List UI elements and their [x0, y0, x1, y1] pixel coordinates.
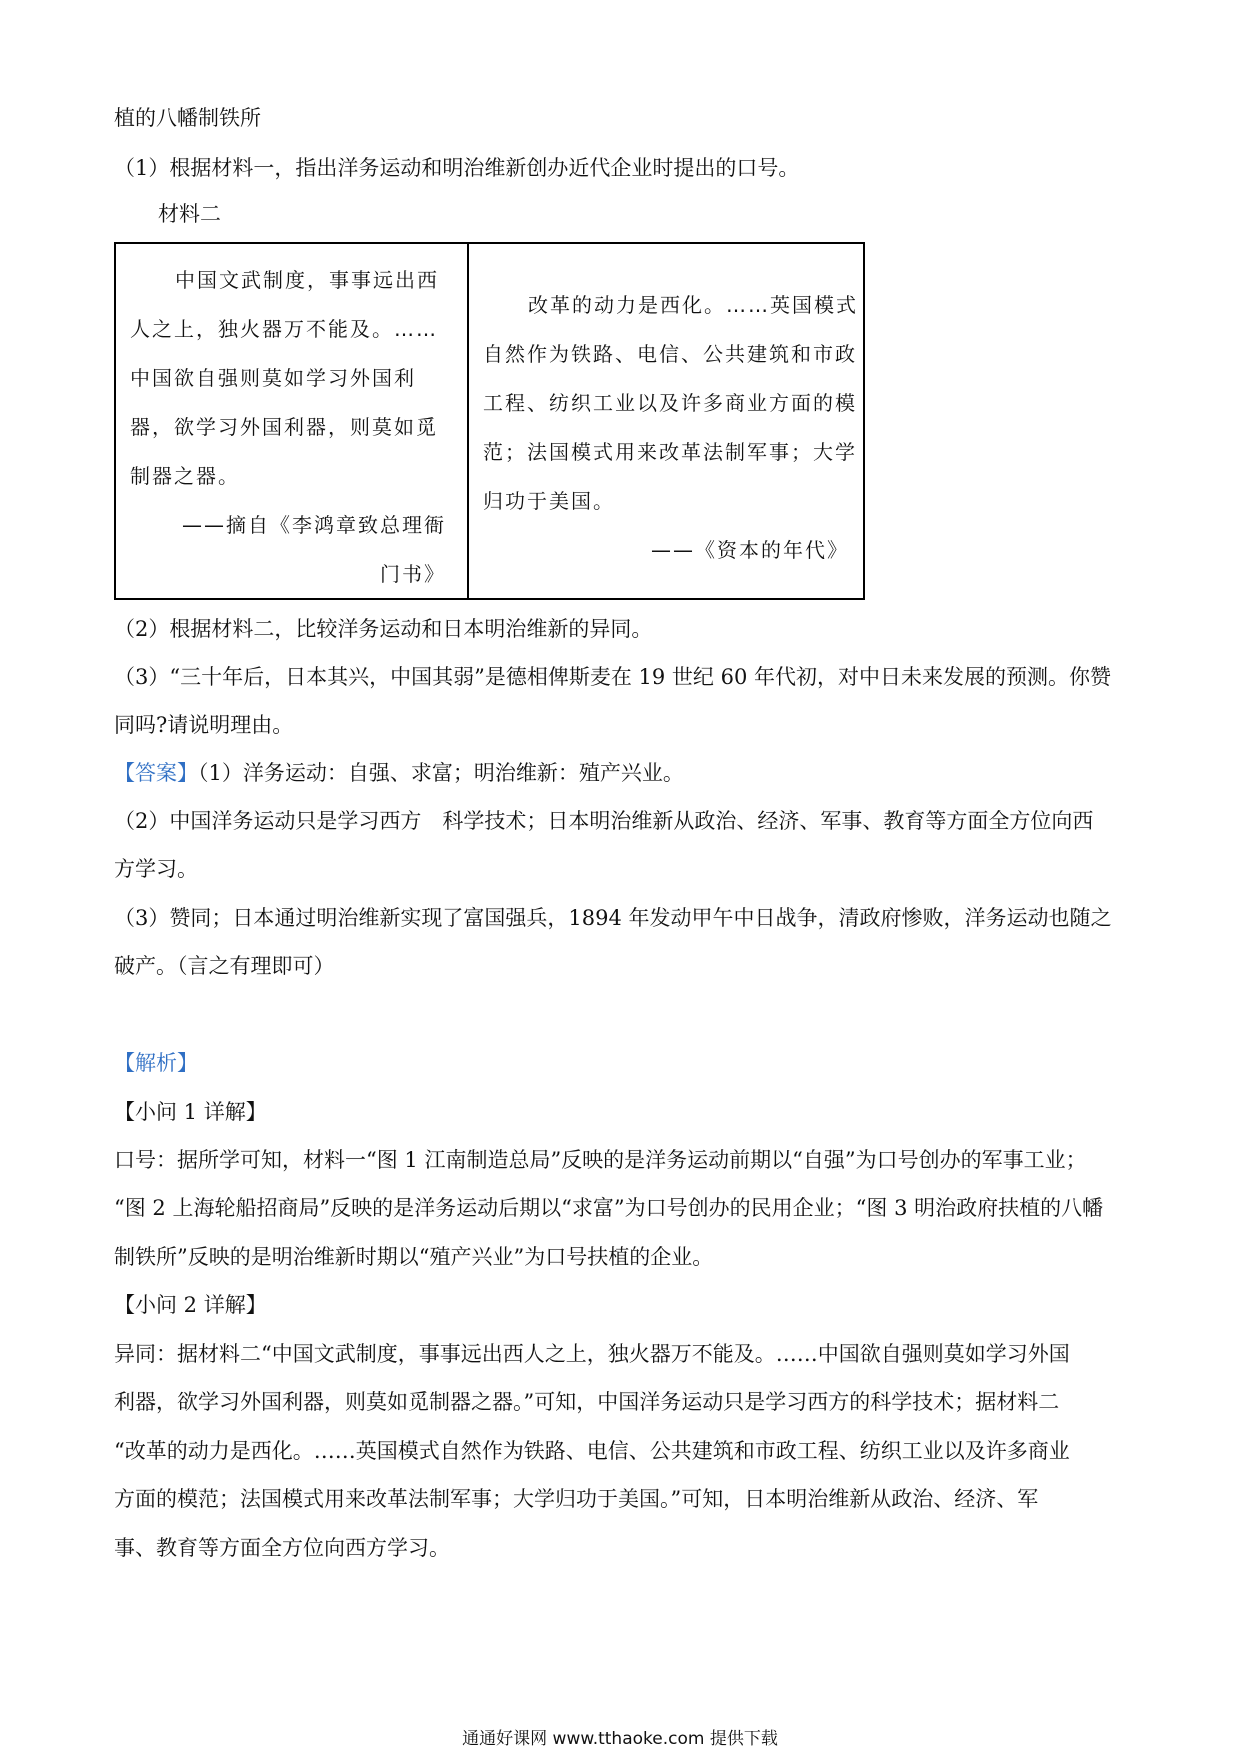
- answer-3: 破产。（言之有理即可）: [114, 954, 335, 978]
- table-line: 改革的动力是西化。……英国模式: [528, 293, 858, 317]
- analysis-paragraph: 制铁所”反映的是明治维新时期以“殖产兴业”为口号扶植的企业。: [114, 1245, 714, 1269]
- analysis-paragraph: “图 2 上海轮船招商局”反映的是洋务运动后期以“求富”为口号创办的民用企业；“图 3 明治政府扶植的八幡: [114, 1196, 1104, 1220]
- answer-1: [114, 758, 1134, 788]
- table-line: 归功于美国。: [483, 489, 615, 513]
- table-divider: [467, 244, 469, 598]
- answer-3: （3）赞同；日本通过明治维新实现了富国强兵，1894 年发动甲午中日战争，清政府惨败，洋务运动也随之: [114, 906, 1112, 930]
- table-cell-left: [130, 256, 452, 599]
- analysis-paragraph: 口号：据所学可知，材料一“图 1 江南制造总局”反映的是洋务运动前期以“自强”为口号创办的军事工业；: [114, 1148, 1087, 1172]
- table-line: 制器之器。: [130, 464, 240, 488]
- question-2: （2）根据材料二，比较洋务运动和日本明治维新的异同。: [114, 617, 653, 641]
- answer-2: 方学习。: [114, 857, 198, 881]
- analysis-paragraph: 利器，欲学习外国利器，则莫如觅制器之器。”可知，中国洋务运动只是学习西方的科学技术；据材料二: [114, 1390, 1060, 1414]
- table-source: ——《资本的年代》: [651, 538, 849, 562]
- table-line: 工程、纺织工业以及许多商业方面的模: [483, 391, 857, 415]
- table-line: 中国欲自强则莫如学习外国利: [130, 366, 416, 390]
- analysis-paragraph: 方面的模范；法国模式用来改革法制军事；大学归功于美国。”可知，日本明治维新从政治、经济、军: [114, 1487, 1039, 1511]
- table-cell-right: [483, 281, 858, 575]
- material-2-label: 材料二: [158, 202, 221, 226]
- answer-text: （1）洋务运动：自强、求富；明治维新：殖产兴业。: [198, 761, 684, 785]
- analysis-tag: [114, 1048, 1134, 1078]
- question-3: （3）“三十年后，日本其兴，中国其弱”是德相俾斯麦在 19 世纪 60 年代初，对中日未来发展的预测。你赞: [114, 665, 1111, 689]
- table-line: 器，欲学习外国利器，则莫如觅: [130, 415, 438, 439]
- answer-tag: 【答案】: [114, 761, 198, 785]
- question-3: 同吗?请说明理由。: [114, 713, 294, 737]
- table-line: 中国文武制度，事事远出西: [175, 268, 439, 292]
- analysis-tag-text: 【解析】: [114, 1051, 198, 1075]
- table-line: 范；法国模式用来改革法制军事；大学: [483, 440, 857, 464]
- analysis-paragraph: 事、教育等方面全方位向西方学习。: [114, 1536, 450, 1560]
- analysis-paragraph: “改革的动力是西化。……英国模式自然作为铁路、电信、公共建筑和市政工程、纺织工业以及许多商业: [114, 1439, 1070, 1463]
- question-1: （1）根据材料一，指出洋务运动和明治维新创办近代企业时提出的口号。: [114, 156, 800, 180]
- table-source: 门书》: [380, 562, 446, 586]
- table-line: 人之上，独火器万不能及。……: [130, 317, 438, 341]
- material-2-table: [114, 242, 865, 600]
- answer-2: （2）中国洋务运动只是学习西方 科学技术；日本明治维新从政治、经济、军事、教育等方面全方位向西: [114, 809, 1094, 833]
- text-line: 植的八幡制铁所: [114, 106, 261, 130]
- sub-question-2-heading: 【小问 2 详解】: [114, 1293, 267, 1317]
- table-line: 自然作为铁路、电信、公共建筑和市政: [483, 342, 857, 366]
- analysis-paragraph: 异同：据材料二“中国文武制度，事事远出西人之上，独火器万不能及。……中国欲自强则莫如学习外国: [114, 1342, 1070, 1366]
- page-footer: 通通好课网 www.tthaoke.com 提供下载: [462, 1729, 778, 1749]
- sub-question-1-heading: 【小问 1 详解】: [114, 1100, 267, 1124]
- table-source: ——摘自《李鸿章致总理衙: [182, 513, 446, 537]
